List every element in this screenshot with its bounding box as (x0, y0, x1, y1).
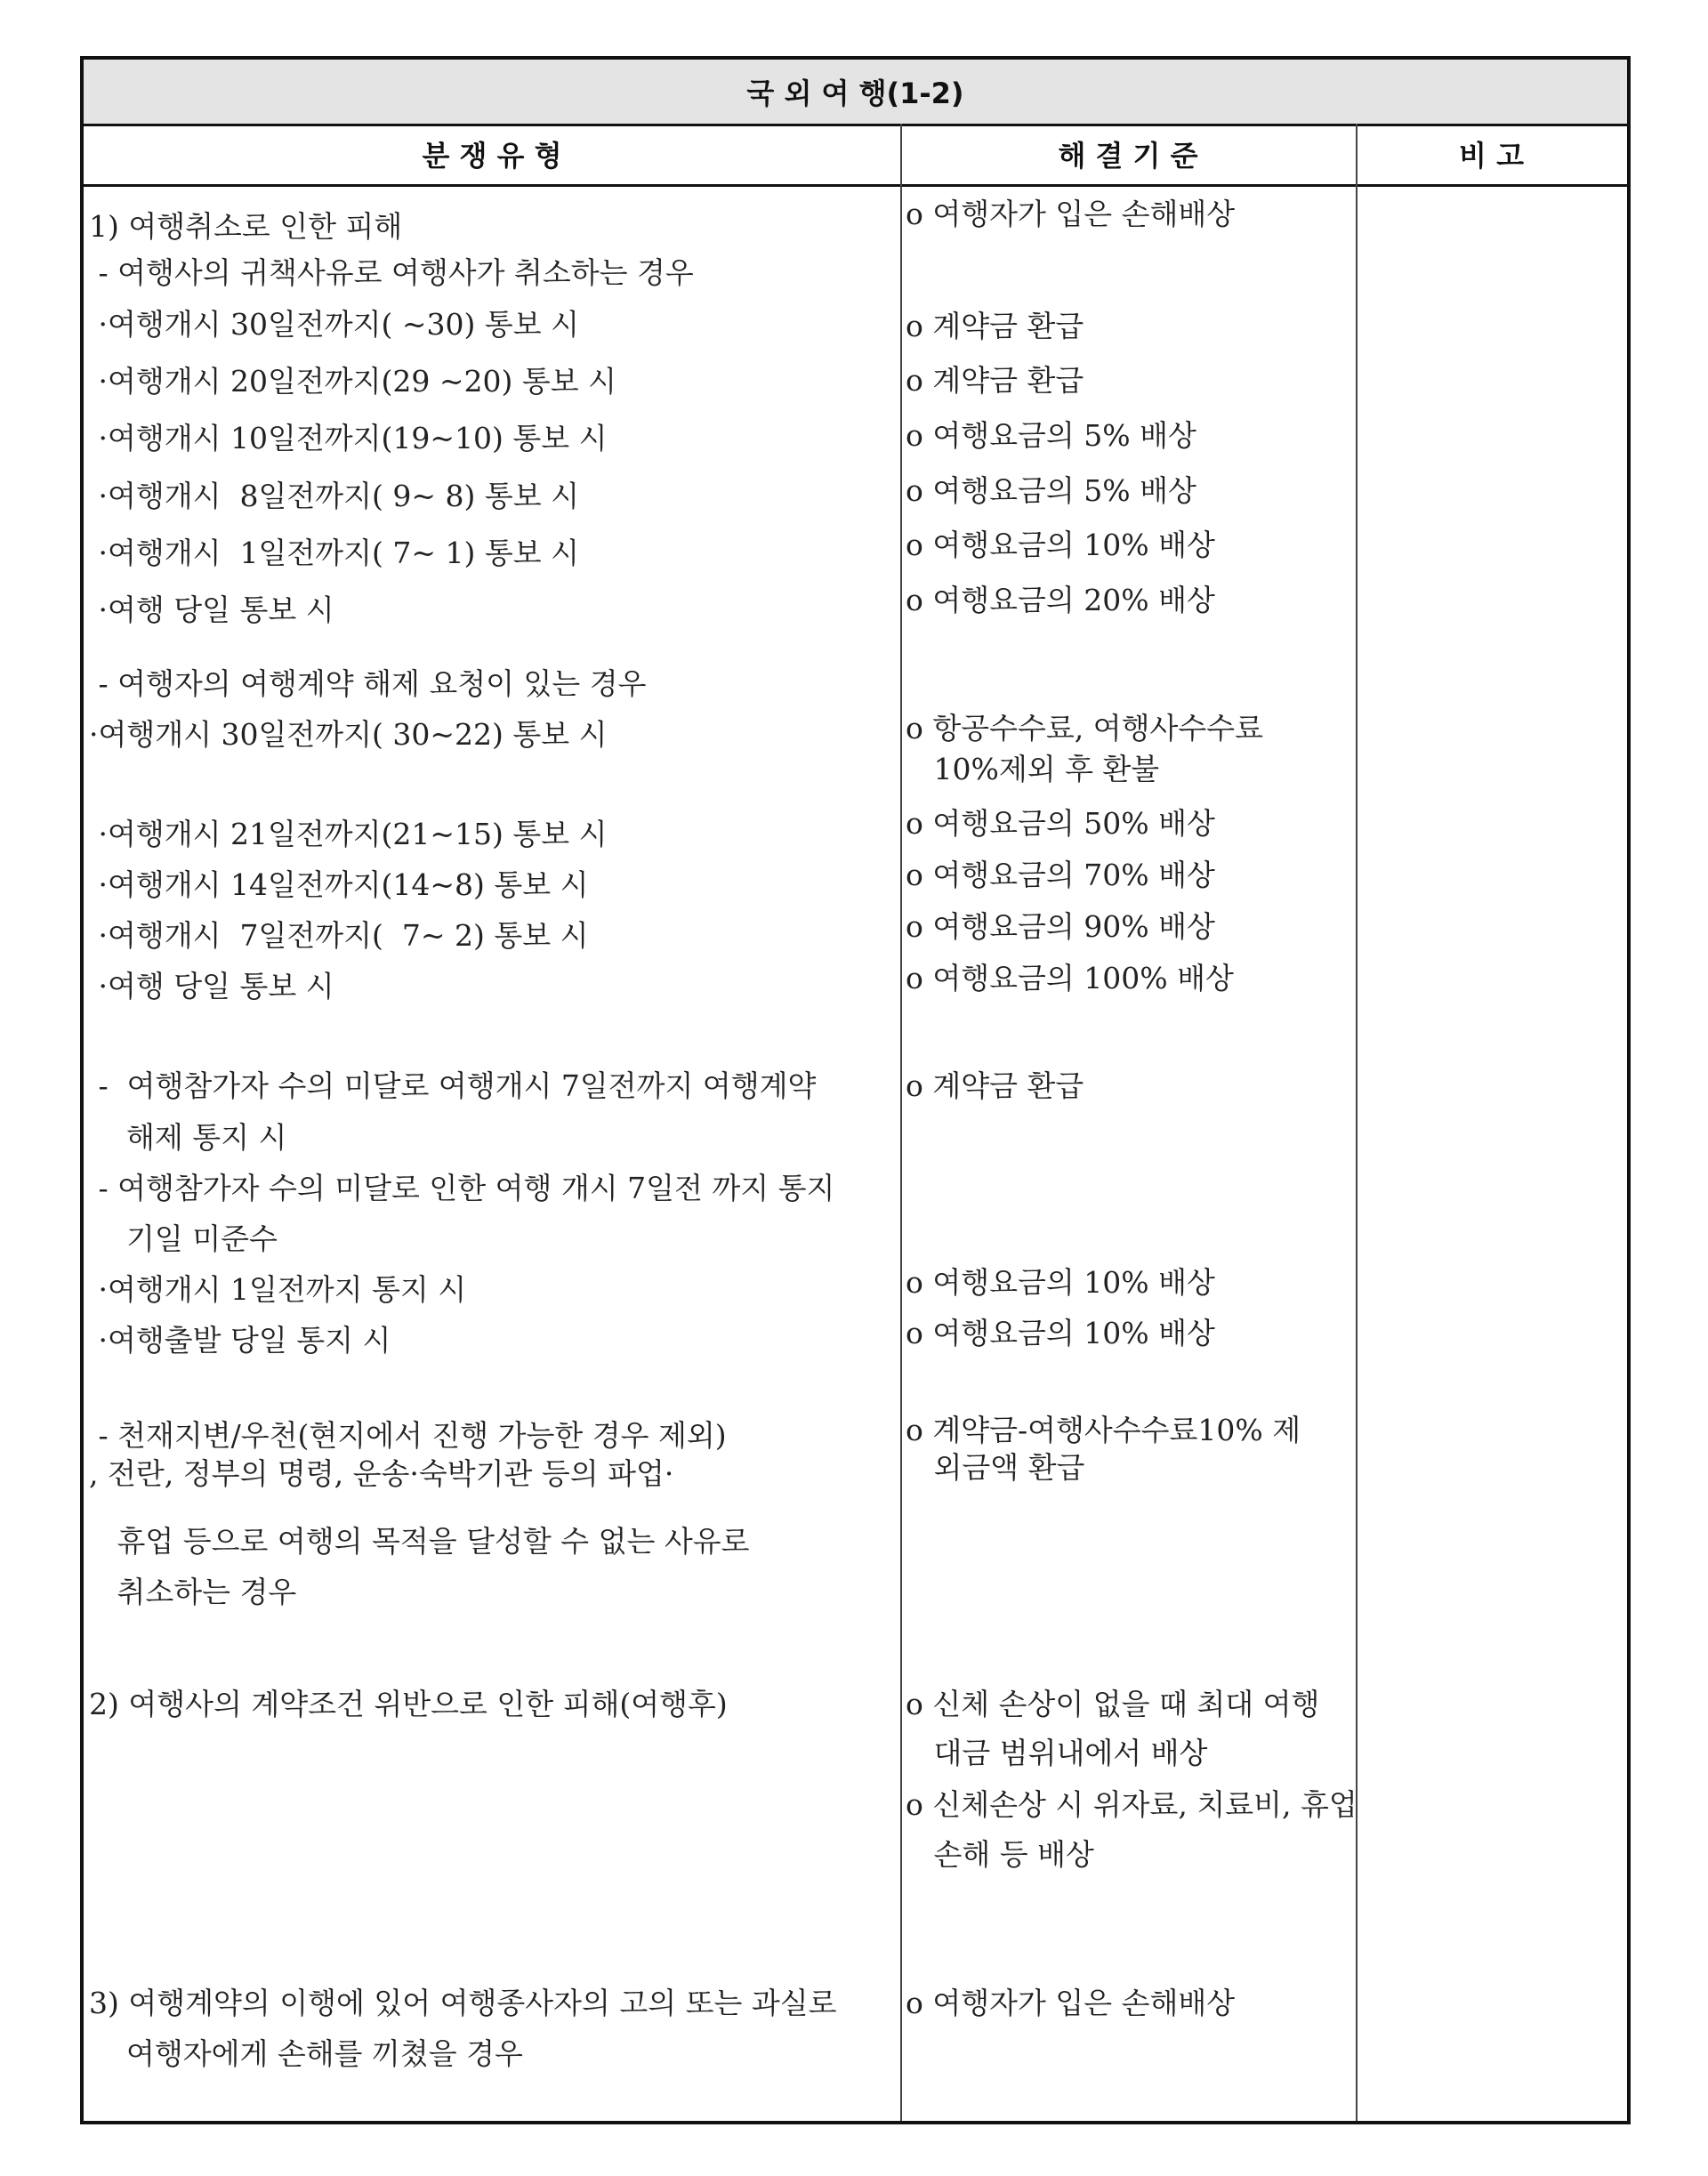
dispute-line: 취소하는 경우 (89, 1575, 297, 1609)
criteria-line: o 항공수수료, 여행사수수료 (906, 711, 1263, 745)
dispute-line: 기일 미준수 (89, 1221, 278, 1256)
criteria-line: o 신체손상 시 위자료, 치료비, 휴업 (906, 1787, 1358, 1822)
dispute-line: ·여행 당일 통보 시 (89, 592, 334, 627)
criteria-line: 대금 범위내에서 배상 (906, 1736, 1208, 1770)
criteria-line: o 여행요금의 10% 배상 (906, 1265, 1215, 1300)
header-remarks: 비 고 (1459, 139, 1524, 173)
dispute-line: ·여행개시 1일전까지 통지 시 (89, 1272, 467, 1307)
dispute-line: ·여행개시 8일전까지( 9~ 8) 통보 시 (89, 479, 579, 513)
header-dispute-type: 분 쟁 유 형 (422, 139, 562, 173)
criteria-line: o 계약금 환급 (906, 309, 1084, 343)
dispute-line: ·여행개시 30일전까지( ~30) 통보 시 (89, 307, 579, 342)
dispute-line: ·여행개시 20일전까지(29 ~20) 통보 시 (89, 364, 616, 399)
criteria-line: 손해 등 배상 (906, 1837, 1094, 1872)
header-resolution-criteria: 해 결 기 준 (1058, 139, 1198, 173)
criteria-line: o 여행요금의 5% 배상 (906, 418, 1196, 453)
dispute-line: - 천재지변/우천(현지에서 진행 가능한 경우 제외) (89, 1418, 727, 1453)
dispute-line: 3) 여행계약의 이행에 있어 여행종사자의 고의 또는 과실로 (89, 1986, 837, 2020)
criteria-line: o 여행요금의 20% 배상 (906, 583, 1215, 617)
dispute-line: - 여행사의 귀책사유로 여행사가 취소하는 경우 (89, 255, 694, 290)
dispute-line: 휴업 등으로 여행의 목적을 달성할 수 없는 사유로 (89, 1524, 750, 1559)
column-divider (900, 124, 902, 2121)
criteria-line: o 여행요금의 10% 배상 (906, 1316, 1215, 1350)
criteria-line: o 계약금-여행사수수료10% 제 (906, 1413, 1301, 1447)
criteria-line: o 여행자가 입은 손해배상 (906, 1986, 1236, 2020)
dispute-line: 1) 여행취소로 인한 피해 (89, 209, 403, 244)
dispute-line: ·여행개시 7일전까지( 7~ 2) 통보 시 (89, 918, 589, 953)
criteria-line: o 여행요금의 50% 배상 (906, 806, 1215, 841)
dispute-line: 여행자에게 손해를 끼쳤을 경우 (89, 2036, 523, 2071)
criteria-line: o 계약금 환급 (906, 1068, 1084, 1103)
criteria-line: o 신체 손상이 없을 때 최대 여행 (906, 1687, 1320, 1721)
dispute-line: - 여행참가자 수의 미달로 인한 여행 개시 7일전 까지 통지 (89, 1171, 835, 1205)
dispute-line: ·여행개시 10일전까지(19~10) 통보 시 (89, 421, 608, 455)
dispute-line: - 여행참가자 수의 미달로 여행개시 7일전까지 여행계약 (89, 1068, 817, 1103)
criteria-line: 10%제외 후 환불 (906, 752, 1160, 786)
dispute-line: ·여행개시 21일전까지(21~15) 통보 시 (89, 817, 608, 851)
criteria-line: o 여행자가 입은 손해배상 (906, 197, 1236, 231)
criteria-line: o 여행요금의 10% 배상 (906, 528, 1215, 562)
criteria-line: o 여행요금의 70% 배상 (906, 858, 1215, 892)
criteria-line: 외금액 환급 (906, 1450, 1085, 1485)
criteria-line: o 여행요금의 5% 배상 (906, 473, 1196, 508)
criteria-line: o 여행요금의 90% 배상 (906, 909, 1215, 944)
header-row (84, 124, 1627, 187)
dispute-line: ·여행개시 14일전까지(14~8) 통보 시 (89, 867, 589, 902)
dispute-line: , 전란, 정부의 명령, 운송·숙박기관 등의 파업· (89, 1456, 674, 1491)
dispute-line: ·여행출발 당일 통지 시 (89, 1323, 391, 1358)
criteria-line: o 계약금 환급 (906, 363, 1084, 398)
dispute-line: ·여행개시 30일전까지( 30~22) 통보 시 (89, 717, 608, 752)
dispute-line: 해제 통지 시 (89, 1120, 287, 1155)
dispute-line: ·여행 당일 통보 시 (89, 969, 334, 1003)
criteria-line: o 여행요금의 100% 배상 (906, 961, 1234, 995)
dispute-table (80, 56, 1631, 2124)
table-title: 국 외 여 행(1-2) (84, 60, 1627, 126)
dispute-line: - 여행자의 여행계약 해제 요청이 있는 경우 (89, 666, 647, 701)
dispute-line: ·여행개시 1일전까지( 7~ 1) 통보 시 (89, 536, 579, 570)
dispute-line: 2) 여행사의 계약조건 위반으로 인한 피해(여행후) (89, 1687, 728, 1721)
